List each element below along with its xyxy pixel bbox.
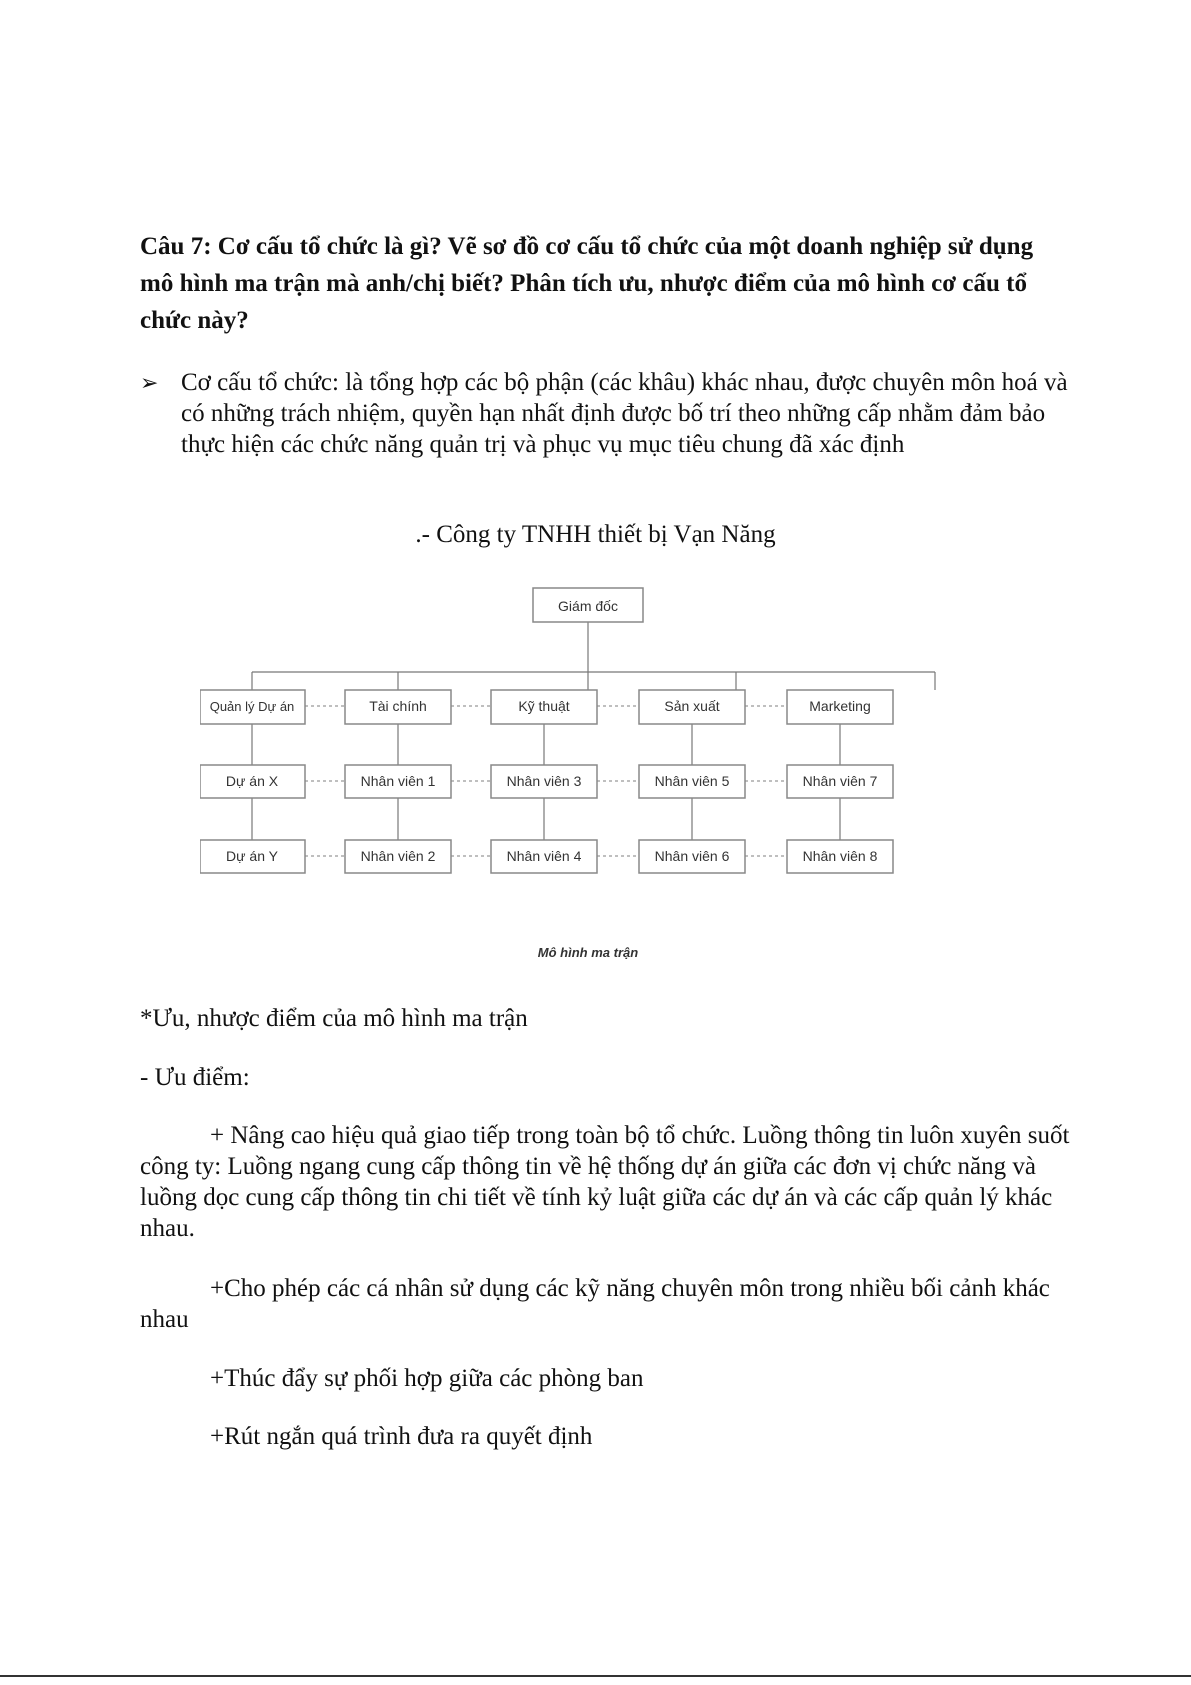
advantages-label: - Ưu điểm: [140,1064,250,1091]
arrow-bullet-icon: ➢ [140,370,159,395]
chart-caption: Mô hình ma trận [537,945,639,960]
page-bottom-rule [0,1675,1191,1677]
chart-row2-0: Dự án X [225,773,279,789]
chart-top-label: Giám đốc [558,598,618,614]
question-heading: Câu 7: Cơ cấu tổ chức là gì? Vẽ sơ đồ cơ cấu tổ chức của một doanh nghiệp sử dụng mô hình ma trận mà anh/chị biết? Phân tích ưu, nhược điểm của mô hình cơ cấu tổ chức này? [140,233,1034,334]
advantage-item-1: + Nâng cao hiệu quả giao tiếp trong toàn bộ tổ chức. Luồng thông tin luôn xuyên suốt công ty: Luồng ngang cung cấp thông tin về hệ thống dự án giữa các đơn vị chức năng và luồng dọc cung cấp thông tin chi tiết về tính kỷ luật giữa các dự án và các cấp quản lý khác nhau. [140,1122,1070,1242]
advantage-item-3: +Thúc đẩy sự phối hợp giữa các phòng ban [210,1365,644,1392]
chart-row3-2: Nhân viên 4 [506,848,582,864]
company-name: .- Công ty TNHH thiết bị Vạn Năng [415,521,776,548]
chart-row3-3: Nhân viên 6 [654,848,730,864]
staff-row-3 [200,840,893,873]
advantage-item-4: +Rút ngắn quá trình đưa ra quyết định [210,1423,593,1450]
department-row [200,690,893,724]
staff-row-2 [200,765,893,798]
advantage-item-2: +Cho phép các cá nhân sử dụng các kỹ năng chuyên môn trong nhiều bối cảnh khác nhau [140,1275,1050,1333]
matrix-org-chart [200,580,980,980]
chart-row3-4: Nhân viên 8 [802,848,878,864]
chart-dept-0: Quản lý Dự án [209,699,295,714]
chart-row3-1: Nhân viên 2 [360,848,436,864]
chart-row3-0: Dự án Y [226,848,278,864]
pros-cons-title: *Ưu, nhược điểm của mô hình ma trận [140,1005,528,1032]
definition-text: Cơ cấu tổ chức: là tổng hợp các bộ phận (các khâu) khác nhau, được chuyên môn hoá và có những trách nhiệm, quyền hạn nhất định được bố trí theo những cấp nhằm đảm bảo thực hiện các chức năng quản trị và phục vụ mục tiêu chung đã xác định [181,369,1068,458]
chart-dept-2: Kỹ thuật [518,698,570,714]
chart-row2-3: Nhân viên 5 [654,773,730,789]
chart-row2-2: Nhân viên 3 [506,773,582,789]
chart-dept-1: Tài chính [369,698,427,714]
chart-row2-1: Nhân viên 1 [360,773,436,789]
chart-dept-4: Marketing [809,698,871,714]
chart-dept-3: Sản xuất [664,698,720,714]
chart-row2-4: Nhân viên 7 [802,773,878,789]
